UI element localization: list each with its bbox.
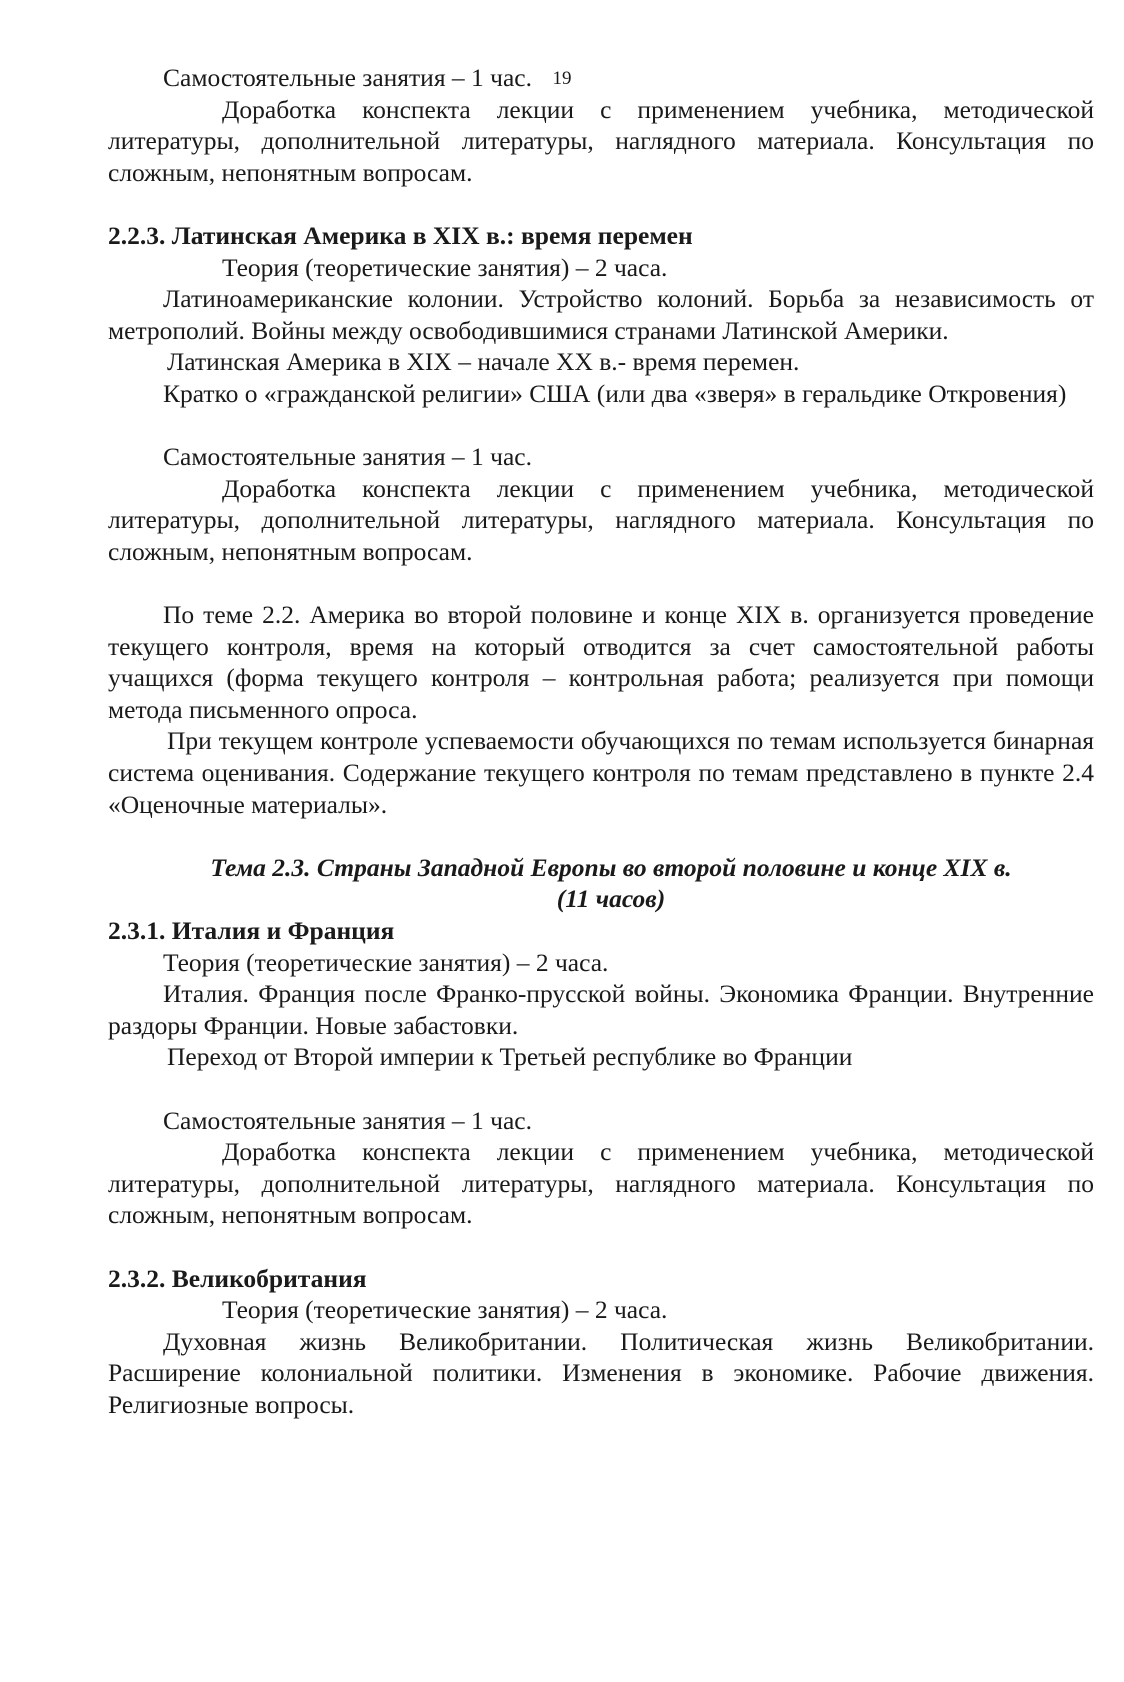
page-number: 19 [552,68,572,89]
topic-hours: (11 часов) [556,884,666,914]
self-study-label: Самостоятельные занятия – 1 час. [163,1105,533,1135]
paragraph: Переход от Второй империи к Третьей республике во Франции [167,1042,853,1072]
self-study-text: Доработка конспекта лекции с применением учебника, методической литературы, дополнительной литературы, наглядного материала. Консультация по сложным, непонятным вопросам. [108,473,1094,566]
self-study-label: Самостоятельные занятия – 1 час. [163,442,533,472]
paragraph: Духовная жизнь Великобритании. Политическая жизнь Великобритании. Расширение колониальной политики. Изменения в экономике. Рабочие движения. Религиозные вопросы. [108,1326,1094,1419]
section-heading-2-3-2: 2.3.2. Великобритания [108,1263,367,1293]
topic-title: Тема 2.3. Страны Западной Европы во второй половине и конце XIX в. [210,852,1012,882]
theory-label: Теория (теоретические занятия) – 2 часа. [163,947,609,977]
spacer [108,568,1094,600]
spacer [108,188,1094,220]
paragraph: Латиноамериканские колонии. Устройство колоний. Борьба за независимость от метрополий. Войны между освободившимися странами Латинской Америки. [108,284,1094,345]
document-body [108,62,1094,1421]
self-study-text: Доработка конспекта лекции с применением учебника, методической литературы, дополнительной литературы, наглядного материала. Консультация по сложным, непонятным вопросам. [108,1137,1094,1230]
paragraph: Латинская Америка в XIX – начале XX в.- время перемен. [167,347,800,377]
self-study-label: Самостоятельные занятия – 1 час. [163,63,533,92]
paragraph: Италия. Франция после Франко-прусской войны. Экономика Франции. Внутренние раздоры Франции. Новые забастовки. [108,979,1094,1040]
theory-label: Теория (теоретические занятия) – 2 часа. [222,252,668,282]
section-heading-2-2-3: 2.2.3. Латинская Америка в XIX в.: время перемен [108,220,693,250]
theory-label: Теория (теоретические занятия) – 2 часа. [222,1295,668,1325]
spacer [108,820,1094,852]
spacer [108,1231,1094,1263]
assessment-paragraph: При текущем контроле успеваемости обучающихся по темам используется бинарная система оценивания. Содержание текущего контроля по темам представлено в пункте 2.4 «Оценочные материалы». [108,726,1094,819]
self-study-text: Доработка конспекта лекции с применением учебника, методической литературы, дополнительной литературы, наглядного материала. Консультация по сложным, непонятным вопросам. [108,94,1094,187]
section-heading-2-3-1: 2.3.1. Италия и Франция [108,916,395,946]
spacer [108,410,1094,442]
control-paragraph: По теме 2.2. Америка во второй половине и конце XIX в. организуется проведение текущего контроля, время на который отводится за счет самостоятельной работы учащихся (форма текущего контроля – контрольная работа; реализуется при помощи метода письменного опроса. [108,600,1094,724]
spacer [108,1073,1094,1105]
paragraph: Кратко о «гражданской религии» США (или два «зверя» в геральдике Откровения) [163,378,1067,408]
